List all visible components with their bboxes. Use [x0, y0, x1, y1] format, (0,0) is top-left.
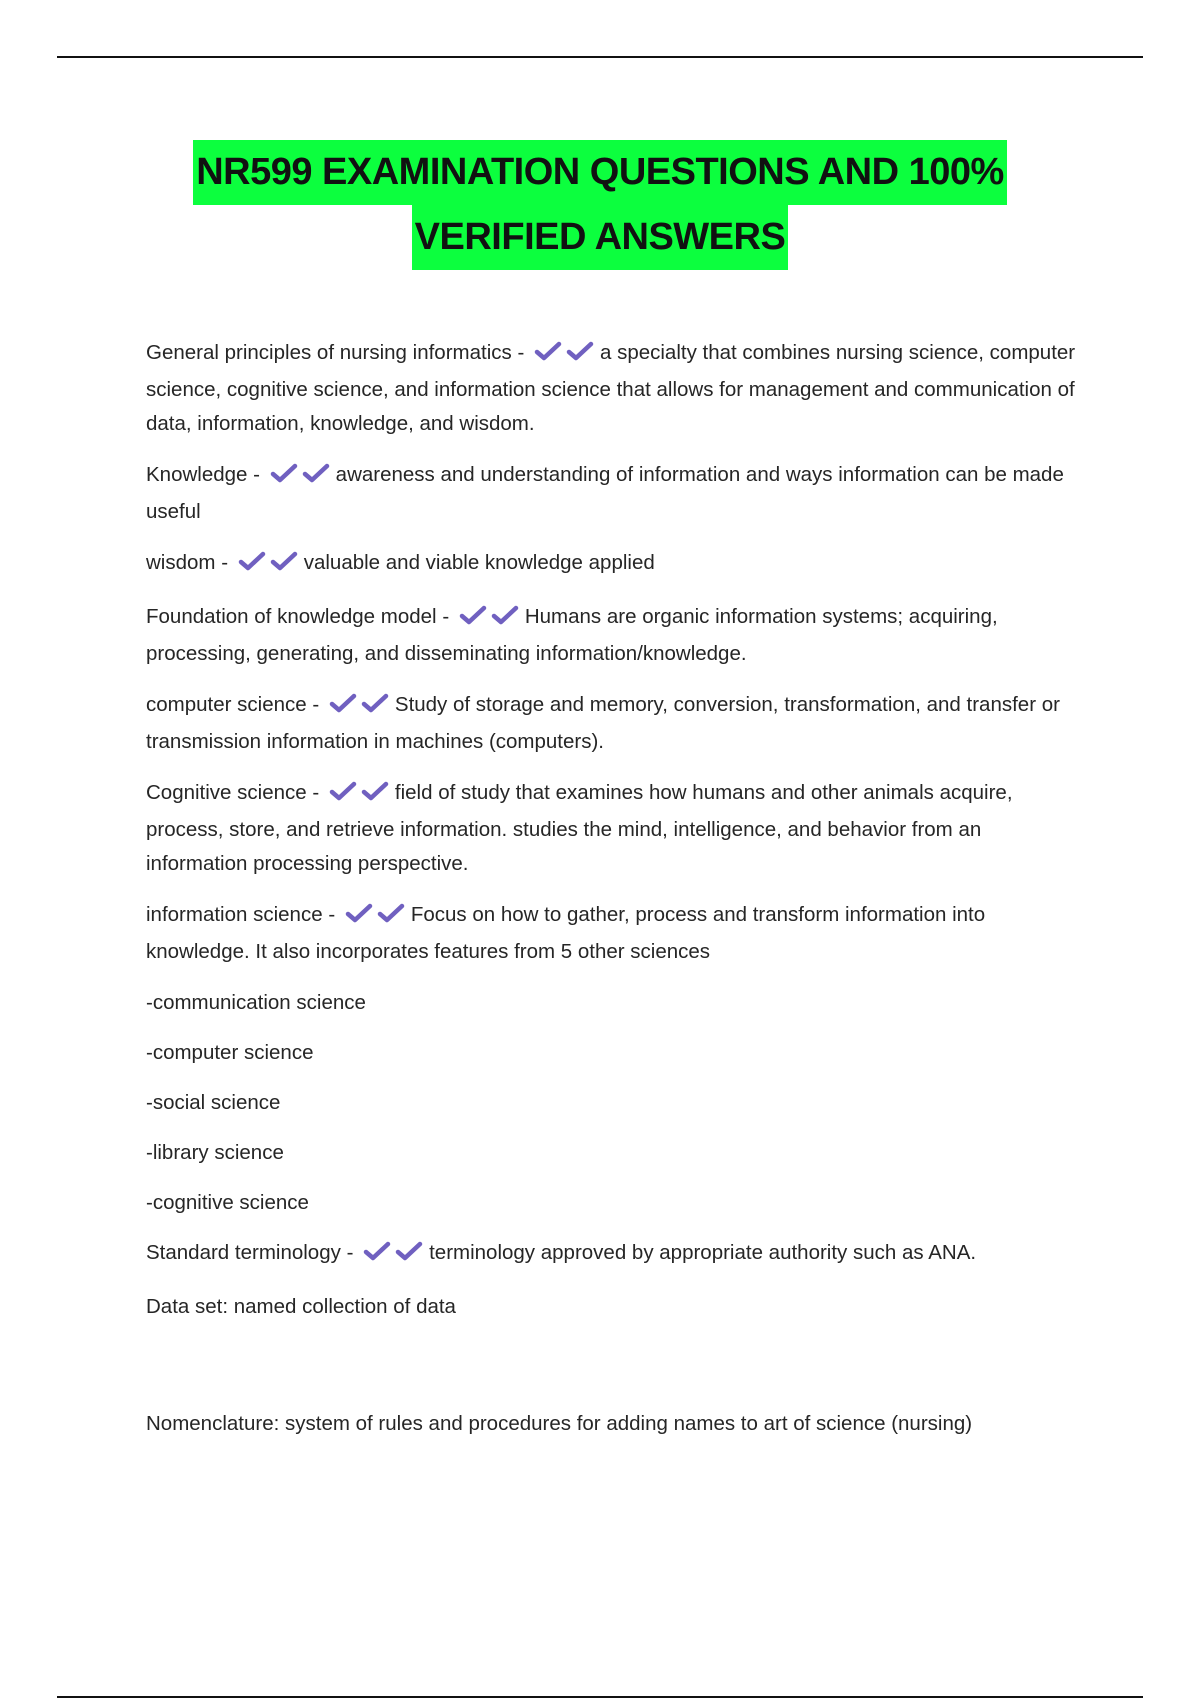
- separator: -: [247, 463, 266, 486]
- check-icon: [361, 780, 389, 802]
- definition: a specialty that combines nursing science, computer science, cognitive science, and information science that allows for management and communication of data, information, knowledge, and wisdom.: [146, 341, 1076, 435]
- check-icon: [395, 1240, 423, 1262]
- bottom-rule: [57, 1696, 1143, 1698]
- verified-checks: [363, 1239, 427, 1273]
- check-icon: [302, 462, 330, 484]
- separator: -: [215, 551, 234, 574]
- verified-checks: [345, 901, 409, 935]
- definition: Humans are organic information systems; acquiring, processing, generating, and disseminating information/knowledge.: [146, 605, 998, 665]
- verified-checks: [238, 549, 302, 583]
- qa-entry: [146, 688, 1076, 759]
- verified-checks: [459, 603, 523, 637]
- data-set-line: Data set: named collection of data: [146, 1295, 456, 1318]
- science-list-item: -computer science: [146, 1041, 314, 1064]
- qa-entry: [146, 336, 1076, 441]
- term: Knowledge: [146, 463, 248, 486]
- title-line-1: NR599 EXAMINATION QUESTIONS AND 100%: [193, 140, 1007, 205]
- nomenclature-line: Nomenclature: system of rules and procedures for adding names to art of science (nursing): [146, 1412, 973, 1435]
- term: computer science: [146, 693, 307, 716]
- check-icon: [491, 604, 519, 626]
- qa-content: [146, 336, 1076, 1458]
- check-icon: [459, 604, 487, 626]
- check-icon: [534, 340, 562, 362]
- check-icon: [345, 902, 373, 924]
- check-icon: [329, 692, 357, 714]
- spacer: [146, 1341, 1076, 1407]
- definition: terminology approved by appropriate authority such as ANA.: [429, 1241, 977, 1264]
- check-icon: [329, 780, 357, 802]
- science-list-item: -social science: [146, 1091, 281, 1114]
- check-icon: [270, 550, 298, 572]
- qa-entry: [146, 458, 1076, 529]
- science-list-item: -communication science: [146, 991, 366, 1014]
- separator: -: [322, 903, 341, 926]
- term: Cognitive science: [146, 781, 307, 804]
- separator: -: [340, 1241, 360, 1264]
- qa-entry: [146, 600, 1076, 671]
- definition: awareness and understanding of information and ways information can be made useful: [146, 463, 1064, 523]
- separator: -: [511, 341, 530, 364]
- check-icon: [238, 550, 266, 572]
- page-title: [0, 140, 1200, 270]
- science-list-item: -cognitive science: [146, 1191, 309, 1214]
- term: Standard terminology: [146, 1241, 341, 1264]
- term: Foundation of knowledge model: [146, 605, 437, 628]
- check-icon: [361, 692, 389, 714]
- separator: -: [306, 781, 325, 804]
- term: information science: [146, 903, 323, 926]
- term: wisdom: [146, 551, 216, 574]
- definition: field of study that examines how humans and other animals acquire, process, store, and retrieve information. studies the mind, intelligence, and behavior from an information processing perspective.: [146, 781, 1013, 875]
- top-rule: [57, 56, 1143, 58]
- separator: -: [306, 693, 325, 716]
- check-icon: [566, 340, 594, 362]
- qa-entry: [146, 776, 1076, 881]
- term: General principles of nursing informatics: [146, 341, 512, 364]
- title-line-2: VERIFIED ANSWERS: [412, 205, 789, 270]
- qa-entry: [146, 898, 1076, 969]
- verified-checks: [270, 461, 334, 495]
- qa-entry: [146, 1236, 1076, 1273]
- definition: valuable and viable knowledge applied: [303, 551, 655, 574]
- science-list-item: -library science: [146, 1141, 284, 1164]
- verified-checks: [329, 779, 393, 813]
- definition: Focus on how to gather, process and transform information into knowledge. It also incorporates features from 5 other sciences: [146, 903, 986, 963]
- check-icon: [363, 1240, 391, 1262]
- qa-entry: [146, 546, 1076, 583]
- definition: Study of storage and memory, conversion, transformation, and transfer or transmission information in machines (computers).: [146, 693, 1060, 753]
- check-icon: [270, 462, 298, 484]
- separator: -: [436, 605, 455, 628]
- verified-checks: [534, 339, 598, 373]
- verified-checks: [329, 691, 393, 725]
- check-icon: [377, 902, 405, 924]
